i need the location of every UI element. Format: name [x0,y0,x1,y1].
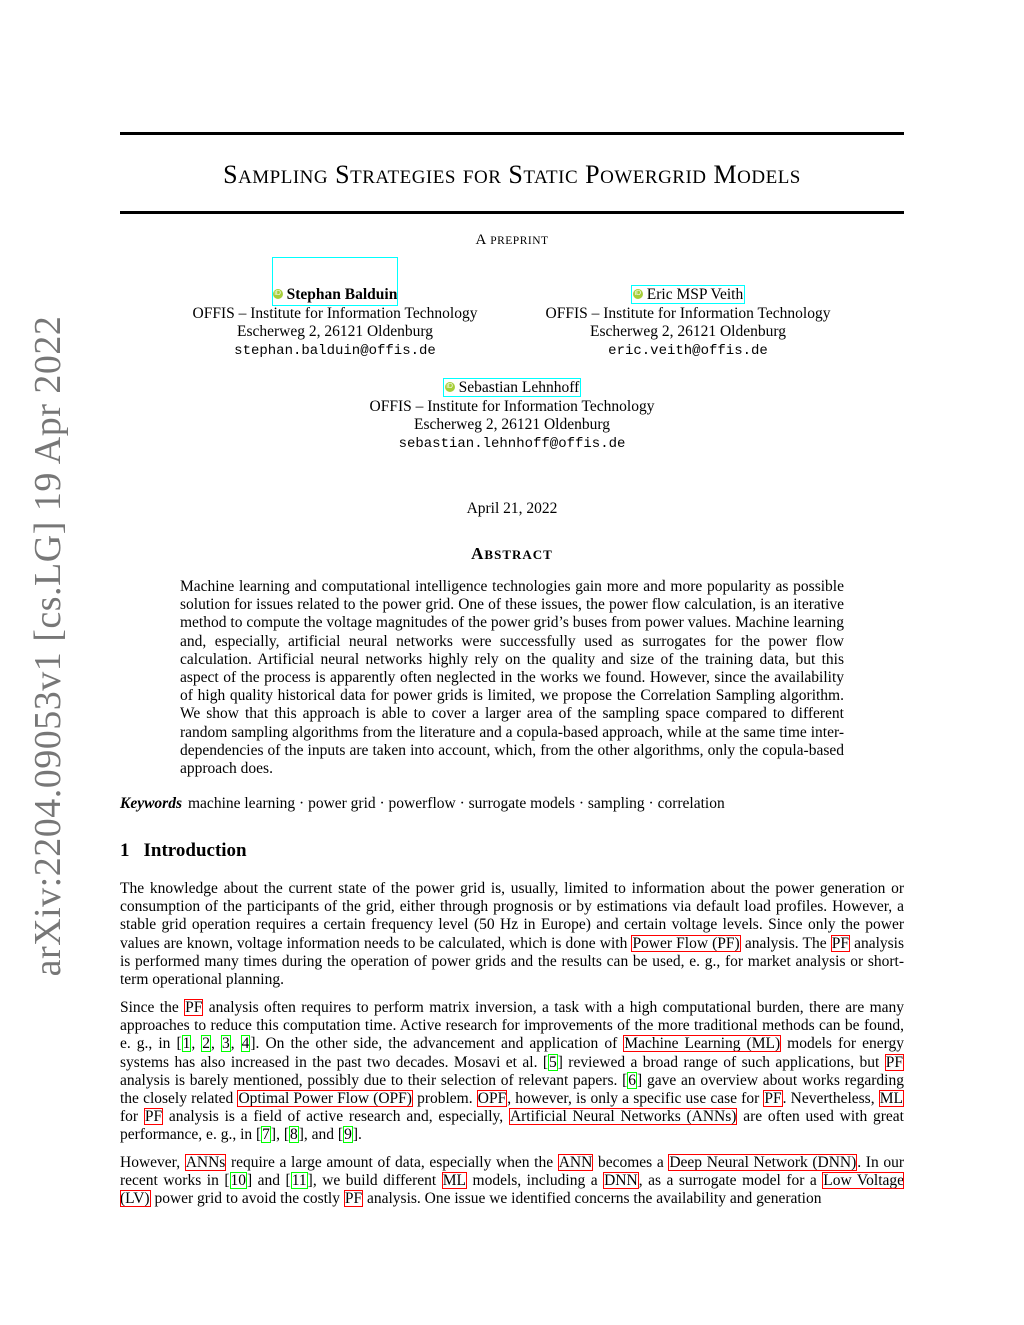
acronym-link[interactable]: Optimal Power Flow (OPF) [238,1090,412,1108]
intro-paragraph-2: Since the PF analysis often requires to perform matrix inversion, a task with a high computational burden, there are many approaches to reduce this computation time. Active research for improvements of the more traditional methods can be found, e. g., in [1, 2, 3, 4]. On the other side, the advancement and application of Machine Learning (ML) models for energy systems has also increased in the past two decades. Mosavi et al. [5] reviewed a broad range of such applications, but PF analysis is barely mentioned, possibly due to their selection of relevant papers. [6] gave an overview about works regarding the closely related Optimal Power Flow (OPF) problem. OPF, however, is only a specific use case for PF. Nevertheless, ML for PF analysis is a field of active research and, especially, Artificial Neural Networks (ANNs) are often used with great performance, e. g., in [7], [8], and [9]. [120,999,905,1144]
citation-link[interactable]: 3 [221,1035,230,1053]
author-3-address: Escherweg 2, 26121 Oldenburg [413,416,610,433]
acronym-link[interactable]: ANN [558,1154,593,1171]
preprint-label: A PREPRINT [475,232,549,248]
orcid-icon[interactable]: iD [446,383,453,391]
acronym-link[interactable]: Low Voltage (LV) [120,1172,905,1208]
acronym-link[interactable]: DNN [604,1172,638,1190]
author-1-affiliation: OFFIS – Institute for Information Technology [192,304,478,322]
arxiv-side-stamp: arXiv:2204.09053v1 [cs.LG] 19 Apr 2022 [27,315,69,977]
abstract-heading: ABSTRACT [471,544,553,563]
author-2 [513,286,863,360]
author-2-email: eric.veith@offis.de [608,342,768,359]
acronym-link[interactable]: Artificial Neural Networks (ANNs) [509,1108,737,1126]
keywords-label: Keywords [120,795,182,812]
citation-link[interactable]: 10 [230,1172,246,1190]
author-3-name[interactable]: Sebastian Lehnhoff [458,379,580,396]
intro-paragraph-3: However, ANNs require a large amount of data, especially when the ANN becomes a Deep Neural Network (DNN). In our recent works in [10] and [11], we build different ML models, including a DNN, as a surrogate model for a Low Voltage (LV) power grid to avoid the costly PF analysis. One issue we identified concerns the availability and generation [120,1154,905,1208]
author-1-email: stephan.balduin@offis.de [234,342,436,359]
acronym-link[interactable]: PF [185,999,203,1016]
acronym-link[interactable]: PF [831,934,849,952]
acronym-link[interactable]: PF [885,1053,903,1071]
acronym-link[interactable]: Power Flow (PF) [632,934,740,952]
author-2-affiliation: OFFIS – Institute for Information Technology [545,304,831,322]
acronym-link[interactable]: Deep Neural Network (DNN) [669,1154,857,1171]
citation-link[interactable]: 7 [262,1126,270,1144]
paper-date: April 21, 2022 [466,500,558,517]
paper-title: SAMPLING STRATEGIES FOR STATIC POWERGRID MODELS [223,160,801,189]
acronym-link[interactable]: ML [442,1172,466,1190]
author-1-name[interactable]: Stephan Balduin [286,286,398,303]
author-2-address: Escherweg 2, 26121 Oldenburg [589,323,786,340]
orcid-icon[interactable]: iD [634,290,642,298]
orcid-icon[interactable]: iD [274,290,281,298]
author-3-email: sebastian.lehnhoff@offis.de [398,435,626,452]
section-heading: 1 Introduction [120,840,247,861]
acronym-link[interactable]: PF [764,1090,782,1108]
keywords [120,795,904,813]
author-1-address: Escherweg 2, 26121 Oldenburg [236,323,433,340]
acronym-link[interactable]: PF [344,1190,363,1208]
citation-link[interactable]: 5 [549,1053,557,1071]
citation-link[interactable]: 9 [344,1126,352,1144]
keywords-text: machine learning · power grid · powerflow · surrogate models · sampling · correlation [188,795,725,812]
acronym-link[interactable]: ANNs [185,1154,226,1171]
top-rule [120,132,904,135]
abstract-text: Machine learning and computational intelligence technologies gain more and more popularity as possible solution for issues related to the power grid. One of these issues, the power flow calculation, is an iterative method to compute the voltage magnitudes of the power grid’s buses from power values. Machine learning and, especially, artificial neural networks were successfully used as surrogates for the power flow calculation. Artificial neural networks highly rely on the quality and size of the training data, but this aspect of the process is apparently often neglected in the works we found. However, since the availability of high quality historical data for power grids is limited, we propose the Correlation Sampling algorithm. We show that this approach is able to cover a larger area of the sampling space compared to different random sampling algorithms from the literature and a copula-based approach, while at the same time inter-dependencies of the inputs are taken into account, which, from the other algorithms, only the copula-based approach does. [180,578,844,778]
citation-link[interactable]: 11 [291,1172,307,1190]
author-2-name[interactable]: Eric MSP Veith [646,286,744,303]
citation-link[interactable]: 2 [202,1035,211,1053]
citation-link[interactable]: 4 [241,1035,250,1053]
acronym-link[interactable]: OPF [477,1090,507,1108]
author-1 [160,286,510,360]
bottom-rule [120,211,904,214]
author-1-name-box [271,254,400,305]
intro-paragraph-1: The knowledge about the current state of the power grid is, usually, limited to information about the power generation or consumption of the participants of the grid, either through prognosis or by estimations via default load profiles. However, a stable grid operation requires a certain frequency level (50 Hz in Europe) and certain voltage levels. Since only the power values are known, voltage information needs to be calculated, which is done with Power Flow (PF) analysis. The PF analysis is performed many times during the operation of power grids and the results can be used, e. g., for market analysis or short-term operational planning. [120,880,905,989]
author-3 [337,379,687,453]
author-3-affiliation: OFFIS – Institute for Information Technology [369,397,655,415]
acronym-link[interactable]: Machine Learning (ML) [624,1035,781,1053]
acronym-link[interactable]: ML [879,1090,903,1108]
citation-link[interactable]: 8 [290,1126,298,1144]
acronym-link[interactable]: PF [144,1108,163,1126]
citation-link[interactable]: 1 [182,1035,191,1053]
citation-link[interactable]: 6 [628,1071,637,1089]
